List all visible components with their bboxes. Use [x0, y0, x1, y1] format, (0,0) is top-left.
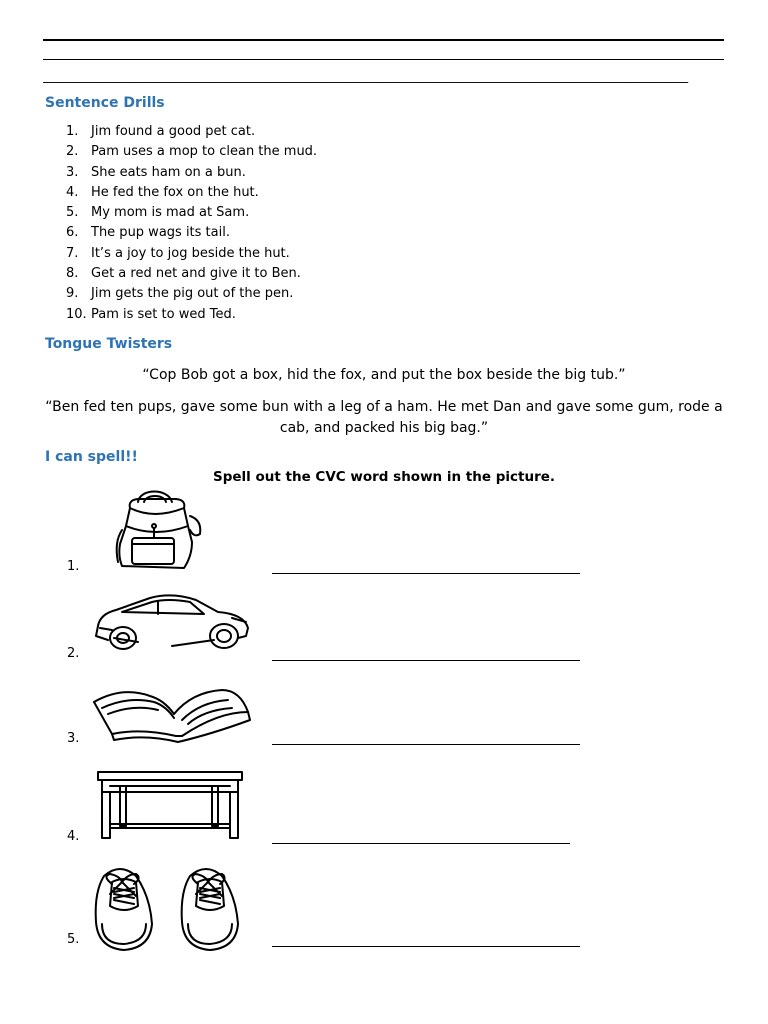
header-underscore-line: ________________________________________________________________________________________________________ — [43, 70, 688, 84]
header-rule-middle — [43, 59, 724, 60]
list-item: 4. He fed the fox on the hut. — [66, 184, 259, 200]
answer-line[interactable] — [272, 946, 580, 947]
header-rule-top — [43, 39, 724, 41]
list-item: 2. Pam uses a mop to clean the mud. — [66, 144, 318, 160]
tongue-twisters-heading: Tongue Twisters — [45, 336, 173, 352]
list-item: 7. It’s a joy to jog beside the hut. — [66, 245, 290, 261]
spelling-item-number: 5. — [67, 932, 80, 947]
list-item: 9. Jim gets the pig out of the pen. — [66, 286, 294, 302]
sentence-drills-list — [66, 122, 317, 325]
list-item: 8. Get a red net and give it to Ben. — [66, 266, 301, 282]
list-item: 5. My mom is mad at Sam. — [66, 205, 250, 221]
i-can-spell-heading: I can spell!! — [45, 449, 138, 465]
backpack-illustration — [92, 486, 212, 574]
spelling-instruction: Spell out the CVC word shown in the picture. — [212, 469, 556, 485]
tongue-twister-2: “Ben fed ten pups, gave some bun with a leg of a ham. He met Dan and gave some gum, rode a cab, and packed his big bag.” — [45, 399, 723, 436]
spelling-item-number: 4. — [67, 829, 80, 844]
spelling-item-number: 3. — [67, 731, 80, 746]
open-book-illustration — [92, 682, 252, 744]
tongue-twister-1: “Cop Bob got a box, hid the fox, and put the box beside the big tub.” — [142, 367, 626, 383]
answer-line[interactable] — [272, 744, 580, 745]
list-item: 3. She eats ham on a bun. — [66, 164, 246, 180]
sentence-drills-heading: Sentence Drills — [45, 95, 165, 111]
shoes-illustration — [92, 862, 242, 954]
answer-line[interactable] — [272, 843, 570, 844]
table-illustration — [92, 766, 246, 842]
spelling-item-number: 2. — [67, 646, 80, 661]
car-illustration — [92, 590, 252, 660]
spelling-item-number: 1. — [67, 559, 80, 574]
answer-line[interactable] — [272, 573, 580, 574]
answer-line[interactable] — [272, 660, 580, 661]
list-item: 10. Pam is set to wed Ted. — [66, 306, 236, 322]
list-item: 1. Jim found a good pet cat. — [66, 124, 256, 139]
list-item: 6. The pup wags its tail. — [66, 225, 230, 241]
